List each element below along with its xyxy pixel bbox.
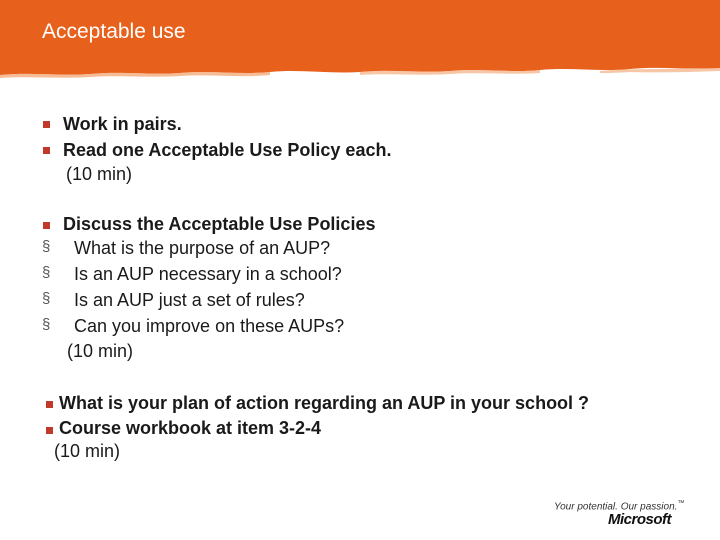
section-bullet-icon: § — [42, 264, 51, 281]
time-note: (10 min) — [66, 164, 133, 184]
bullet-square-icon — [43, 222, 50, 229]
section-bullet-icon: § — [42, 238, 51, 255]
slide-title: Acceptable use — [42, 20, 186, 43]
list-item: Discuss the Acceptable Use Policies — [63, 214, 376, 234]
bullet-square-icon — [43, 147, 50, 154]
bullet-square-icon — [46, 427, 53, 434]
list-item: Can you improve on these AUPs? — [74, 316, 345, 336]
list-item: Read one Acceptable Use Policy each. — [63, 140, 392, 160]
bullet-square-icon — [43, 121, 50, 128]
list-item: Is an AUP necessary in a school? — [74, 264, 342, 284]
list-item: What is the purpose of an AUP? — [74, 238, 331, 258]
section-bullet-icon: § — [42, 290, 51, 307]
microsoft-logo: Microsoft — [608, 511, 671, 528]
time-note: (10 min) — [67, 341, 134, 361]
section-bullet-icon: § — [42, 316, 51, 333]
footer-tagline: Your potential. Our passion.™ — [554, 500, 685, 513]
list-item: Work in pairs. — [63, 114, 182, 134]
list-item: What is your plan of action regarding an AUP in your school ? — [59, 393, 590, 413]
time-note: (10 min) — [54, 441, 121, 461]
bullet-square-icon — [46, 401, 53, 408]
list-item: Is an AUP just a set of rules? — [74, 290, 305, 310]
list-item: Course workbook at item 3-2-4 — [59, 418, 322, 438]
